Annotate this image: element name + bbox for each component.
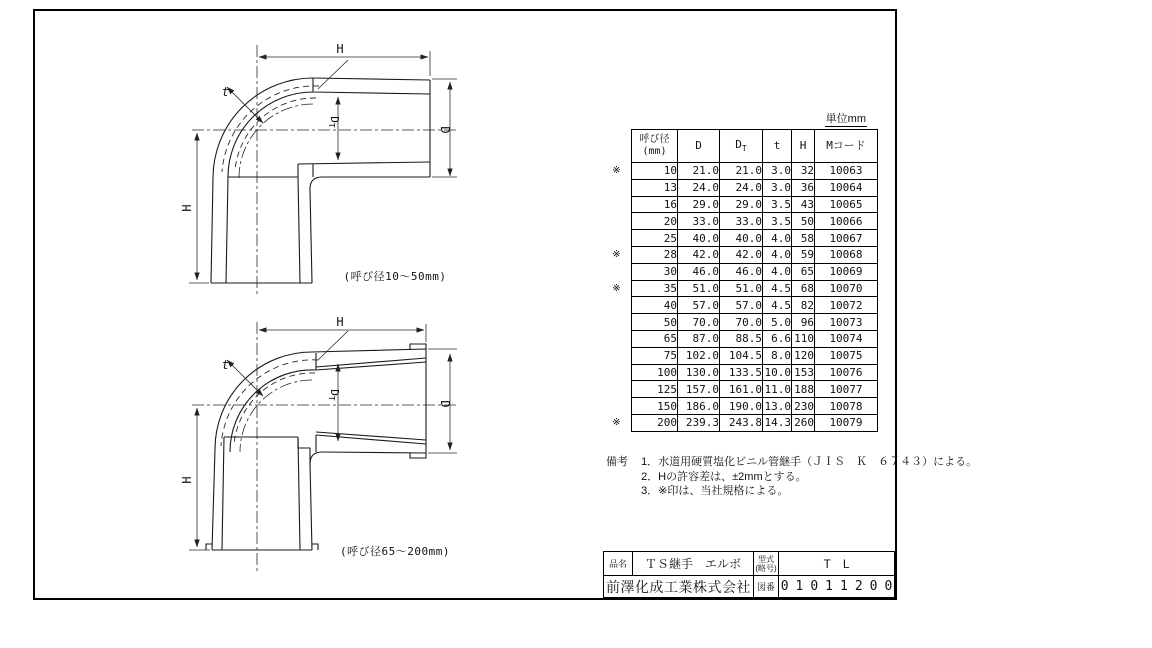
table-cell: 260 [792,414,815,431]
table-cell: 30 [632,263,678,280]
dim-label-d: D [438,126,452,134]
table-cell: 100 [632,364,678,381]
lower-mouth-ribs [206,544,318,550]
col-header-mcode: Mコード [815,130,878,163]
table-cell: 13 [632,179,678,196]
star-mark [606,364,632,381]
socket-bore-lines [298,78,430,177]
table-cell: 29.0 [678,196,720,213]
col-header-t: t [763,130,792,163]
table-cell: 46.0 [678,263,720,280]
note-item: 2．Hの許容差は、±2mmとする。 [641,470,807,483]
company-name: 前澤化成工業株式会社 [603,575,754,598]
dim-label-t: t [221,85,229,99]
socket-outline [312,349,426,453]
table-cell: 10078 [815,398,878,415]
table-cell: 4.0 [763,263,792,280]
table-cell: 10073 [815,314,878,331]
model-value: TL [778,551,895,576]
star-mark: ※ [612,417,621,429]
table-cell: 96 [792,314,815,331]
table-cell: 6.6 [763,330,792,347]
small-drawing-caption: (呼び径10～50mm) [343,270,447,283]
crotch-fillet [310,452,322,550]
table-cell: 104.5 [720,347,763,364]
table-cell: 10075 [815,347,878,364]
star-mark [606,330,632,347]
table-cell: 10065 [815,196,878,213]
table-cell: 68 [792,280,815,297]
table-cell: 10068 [815,246,878,263]
table-cell: 3.0 [763,179,792,196]
table-cell: 40.0 [720,230,763,247]
table-cell: 70.0 [678,314,720,331]
star-column-header [606,130,632,163]
table-cell: 243.8 [720,414,763,431]
table-cell: 120 [792,347,815,364]
model-label: 型式 (略号) [753,551,779,576]
star-mark: ※ [612,165,621,177]
table-cell: 65 [632,330,678,347]
table-cell: 3.5 [763,213,792,230]
dimension-table-body [606,163,878,432]
hidden-bore-arc [221,360,318,446]
table-cell: 51.0 [720,280,763,297]
large-drawing-caption: (呼び径65～200mm) [339,545,451,558]
star-mark [606,314,632,331]
star-mark [606,213,632,230]
unit-note: 単位mm [825,113,866,125]
elbow-drawing-small [180,35,470,300]
table-cell: 11.0 [764,382,791,396]
table-row [606,179,878,196]
table-cell: 157.0 [678,381,720,398]
table-row [606,196,878,213]
table-cell: 8.0 [763,347,792,364]
table-cell: 88.5 [720,330,763,347]
table-cell: 65 [792,263,815,280]
star-mark [606,297,632,314]
table-cell: 33.0 [720,213,763,230]
dim-label-dt [327,389,341,401]
table-cell: 4.0 [763,230,792,247]
table-cell: 4.5 [763,297,792,314]
dim-label-h-top: H [336,42,344,56]
table-cell: 110 [792,330,815,347]
notes-block [606,455,977,499]
leader-line [318,331,348,360]
table-cell: 75 [632,347,678,364]
table-row [606,280,878,297]
table-cell: 29.0 [720,196,763,213]
table-cell: 230 [792,398,815,415]
bend-centerline-arc [240,380,312,452]
notes-label: 備考 [606,456,628,468]
table-cell: 24.0 [678,179,720,196]
table-cell: 46.0 [720,263,763,280]
table-cell: 36 [792,179,815,196]
table-header-row [606,130,878,163]
table-cell: 150 [632,398,678,415]
lower-socket-outline [211,177,312,283]
table-cell: 102.0 [678,347,720,364]
dim-label-d: D [438,400,452,408]
table-cell: 10072 [815,297,878,314]
table-cell: 42.0 [678,246,720,263]
table-row [606,314,878,331]
table-cell: 5.0 [763,314,792,331]
star-mark [606,381,632,398]
elbow-drawing-large [180,315,470,577]
table-cell: 21.0 [720,163,763,180]
col-header-d: D [678,130,720,163]
table-cell: 10077 [815,381,878,398]
table-cell: 70.0 [720,314,763,331]
star-mark: ※ [612,249,621,261]
bend-centerline-arc [239,104,313,178]
table-cell: 32 [792,163,815,180]
crotch-fillet [310,177,322,283]
col-header-dt: $D_T$ [720,130,763,163]
socket-mouth-ribs [410,344,426,458]
hidden-bore-arc [235,98,316,170]
bend-outer-arc [215,352,312,449]
dim-label-h-top: H [336,315,344,329]
table-cell: 10079 [815,414,878,431]
table-cell: 13.0 [764,399,791,413]
table-cell: 10.0 [764,365,791,379]
table-row [606,297,878,314]
table-cell: 10 [632,163,678,180]
table-cell: 57.0 [678,297,720,314]
table-cell: 50 [632,314,678,331]
table-cell: 10063 [815,163,878,180]
table-cell: 239.3 [678,414,720,431]
product-name: ＴＳ継手 エルボ [632,551,754,576]
col-header-h: H [792,130,815,163]
leader-line [318,60,348,89]
dim-label-t: t [221,358,229,372]
table-cell: 125 [632,381,678,398]
table-cell: 42.0 [720,246,763,263]
table-cell: 51.0 [678,280,720,297]
table-cell: 3.0 [763,163,792,180]
drawing-number: 01011200 [778,575,895,598]
product-name-label: 品名 [603,551,633,576]
table-row [606,398,878,415]
star-mark: ※ [612,282,621,294]
dim-label-h-left: H [180,204,194,212]
col-header-size: 呼び径 (mm) [632,130,678,163]
table-cell: 10074 [815,330,878,347]
table-cell: 59 [792,246,815,263]
star-mark [606,347,632,364]
table-cell: 28 [632,246,678,263]
table-cell: 10070 [815,280,878,297]
star-mark [606,230,632,247]
table-cell: 161.0 [720,381,763,398]
table-row [606,163,878,180]
table-cell: 14.3 [764,416,791,430]
dt-sub: T [327,395,336,401]
table-cell: 10064 [815,179,878,196]
table-cell: 190.0 [720,398,763,415]
table-row [606,246,878,263]
table-cell: 58 [792,230,815,247]
table-cell: 57.0 [720,297,763,314]
table-row [606,230,878,247]
table-cell: 133.5 [720,364,763,381]
table-cell: 200 [632,414,678,431]
socket-bore-taper [316,353,426,452]
table-row [606,414,878,431]
star-mark [606,196,632,213]
table-cell: 10067 [815,230,878,247]
table-row [606,213,878,230]
title-block [603,551,900,598]
star-mark [606,398,632,415]
table-cell: 4.0 [763,246,792,263]
dt-main: D [328,389,341,396]
table-cell: 33.0 [678,213,720,230]
table-cell: 50 [792,213,815,230]
dim-label-dt [327,116,341,128]
star-mark [606,179,632,196]
star-mark [606,263,632,280]
drawing-number-label: 図番 [753,575,779,598]
table-cell: 35 [632,280,678,297]
note-item: 3．※印は、当社規格による。 [641,485,789,497]
table-row [606,263,878,280]
table-cell: 10076 [815,364,878,381]
dt-main: D [328,116,341,123]
table-cell: 82 [792,297,815,314]
table-cell: 24.0 [720,179,763,196]
table-cell: 186.0 [678,398,720,415]
table-cell: 40 [632,297,678,314]
dimension-table [606,129,878,432]
table-cell: 87.0 [678,330,720,347]
table-cell: 10069 [815,263,878,280]
table-cell: 16 [632,196,678,213]
table-cell: 10066 [815,213,878,230]
lower-socket-outline [212,437,312,550]
table-row [606,381,878,398]
table-cell: 130.0 [678,364,720,381]
table-cell: 21.0 [678,163,720,180]
table-cell: 4.5 [763,280,792,297]
table-row [606,330,878,347]
table-row [606,364,878,381]
notes-items [641,455,977,499]
table-cell: 153 [792,364,815,381]
table-cell: 25 [632,230,678,247]
note-item: 1．水道用硬質塩化ビニル管継手（ＪＩＳ Ｋ ６７４３）による。 [641,456,978,468]
table-row [606,347,878,364]
bend-inner-arc [230,370,316,452]
table-cell: 3.5 [763,196,792,213]
table-cell: 40.0 [678,230,720,247]
dim-label-h-left: H [180,476,194,484]
table-cell: 188 [792,381,815,398]
table-cell: 20 [632,213,678,230]
dt-sub: T [327,122,336,128]
internal-shoulder [224,437,310,464]
hidden-bore-arc [234,373,315,444]
table-cell: 43 [792,196,815,213]
